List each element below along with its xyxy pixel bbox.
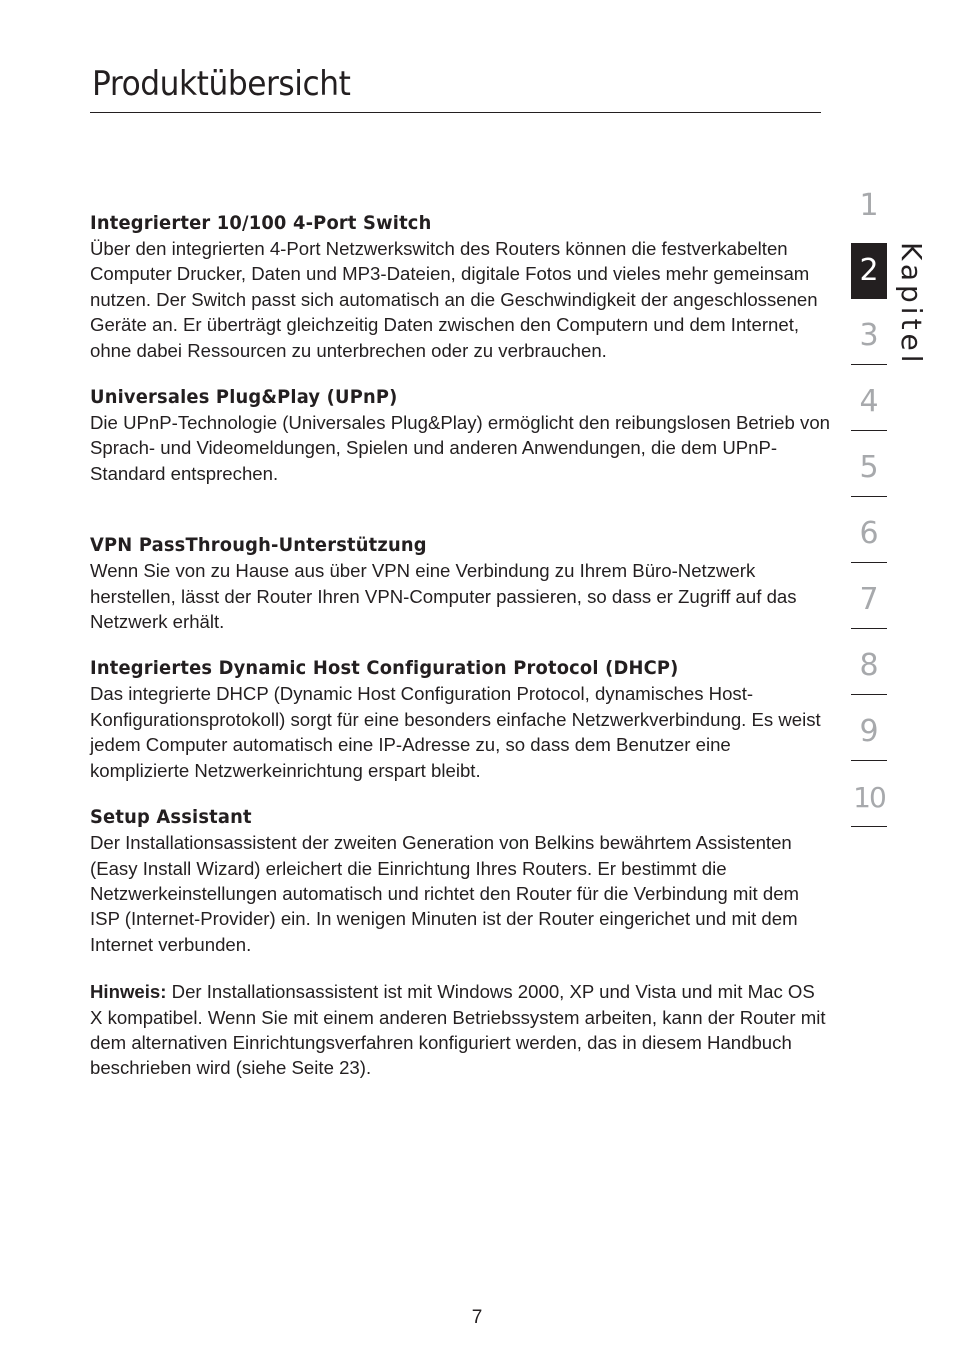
section-body: Wenn Sie von zu Hause aus über VPN eine Verbindung zu Ihrem Büro-Netzwerk herstellen, lässt der Router Ihren VPN-Computer passieren, so dass er Zugriff auf das Netzwerk erhält. (90, 560, 797, 633)
chapter-tab-5[interactable]: 5 (851, 440, 887, 497)
section-heading: Integriertes Dynamic Host Configuration Protocol (DHCP) (90, 657, 679, 680)
chapter-tab-4[interactable]: 4 (851, 374, 887, 431)
chapter-tab-3[interactable]: 3 (851, 308, 887, 365)
section-body: Der Installationsassistent der zweiten Generation von Belkins bewährtem Assistenten (Easy Install Wizard) erleichert die Einrichtung Ihres Routers. Er bestimmt die Netzwerkeinstellungen automatisch und richtet den Router für die Verbindung mit dem ISP (Internet-Provider) ein. In wenigen Minuten ist der Router eingerichet und mit dem Internet verbunden. (90, 832, 800, 955)
title-divider (90, 112, 821, 113)
note-label: Hinweis: (90, 981, 167, 1003)
page-title: Produktübersicht (92, 64, 351, 104)
chapter-tab-9[interactable]: 9 (851, 704, 887, 761)
section-heading: Integrierter 10/100 4-Port Switch (90, 212, 432, 234)
section-body: Die UPnP-Technologie (Universales Plug&Play) ermöglicht den reibungslosen Betrieb von Sprach- und Videomeldungen, Spielen und anderen Anwendungen, die dem UPnP-Standard entsprechen. (90, 412, 830, 484)
section-setup-assistant (90, 804, 832, 957)
section-heading: Setup Assistant (90, 806, 252, 829)
chapter-navigation (851, 178, 887, 836)
section-heading: VPN PassThrough-Unterstützung (90, 534, 427, 557)
section-switch (90, 210, 832, 363)
chapter-label: Kapitel (895, 242, 928, 367)
section-body: Über den integrierten 4-Port Netzwerkswitch des Routers können die festverkabelten Computer Drucker, Daten und MP3-Dateien, digitale Fotos und vieles mehr gemeinsam nutzen. Der Switch passt sich automatisch an die Geschwindigkeit der angeschlossenen Geräte an. Er überträgt gleichzeitig Daten zwischen den Computern und dem Internet, ohne dabei Ressourcen zu unterbrechen oder zu verbrauchen. (90, 238, 818, 361)
note-text: Der Installationsassistent ist mit Windows 2000, XP und Vista und mit Mac OS X kompatibel. Wenn Sie mit einem anderen Betriebssystem arbeiten, kann der Router mit dem alternativen Einrichtungsverfahren konfiguriert werden, das in diesem Handbuch beschrieben wird (siehe Seite 23). (90, 981, 826, 1079)
section-upnp (90, 384, 832, 486)
chapter-tab-7[interactable]: 7 (851, 572, 887, 629)
note-paragraph (90, 979, 832, 1081)
section-vpn (90, 532, 832, 634)
chapter-tab-10[interactable]: 10 (851, 770, 887, 827)
chapter-tab-2[interactable]: 2 (851, 243, 887, 299)
chapter-tab-8[interactable]: 8 (851, 638, 887, 695)
section-dhcp (90, 655, 832, 783)
main-content (90, 210, 832, 1081)
section-body: Das integrierte DHCP (Dynamic Host Configuration Protocol, dynamisches Host-Konfigurationsprotokoll) sorgt für eine besonders einfache Netzwerkverbindung. Es weist jedem Computer automatisch eine IP-Adresse zu, so dass dem Benutzer eine komplizierte Netzwerkeinrichtung erspart bleibt. (90, 683, 821, 781)
page-number: 7 (471, 1307, 483, 1328)
section-heading: Universales Plug&Play (UPnP) (90, 386, 398, 409)
chapter-tab-6[interactable]: 6 (851, 506, 887, 563)
chapter-tab-1[interactable]: 1 (859, 188, 879, 223)
